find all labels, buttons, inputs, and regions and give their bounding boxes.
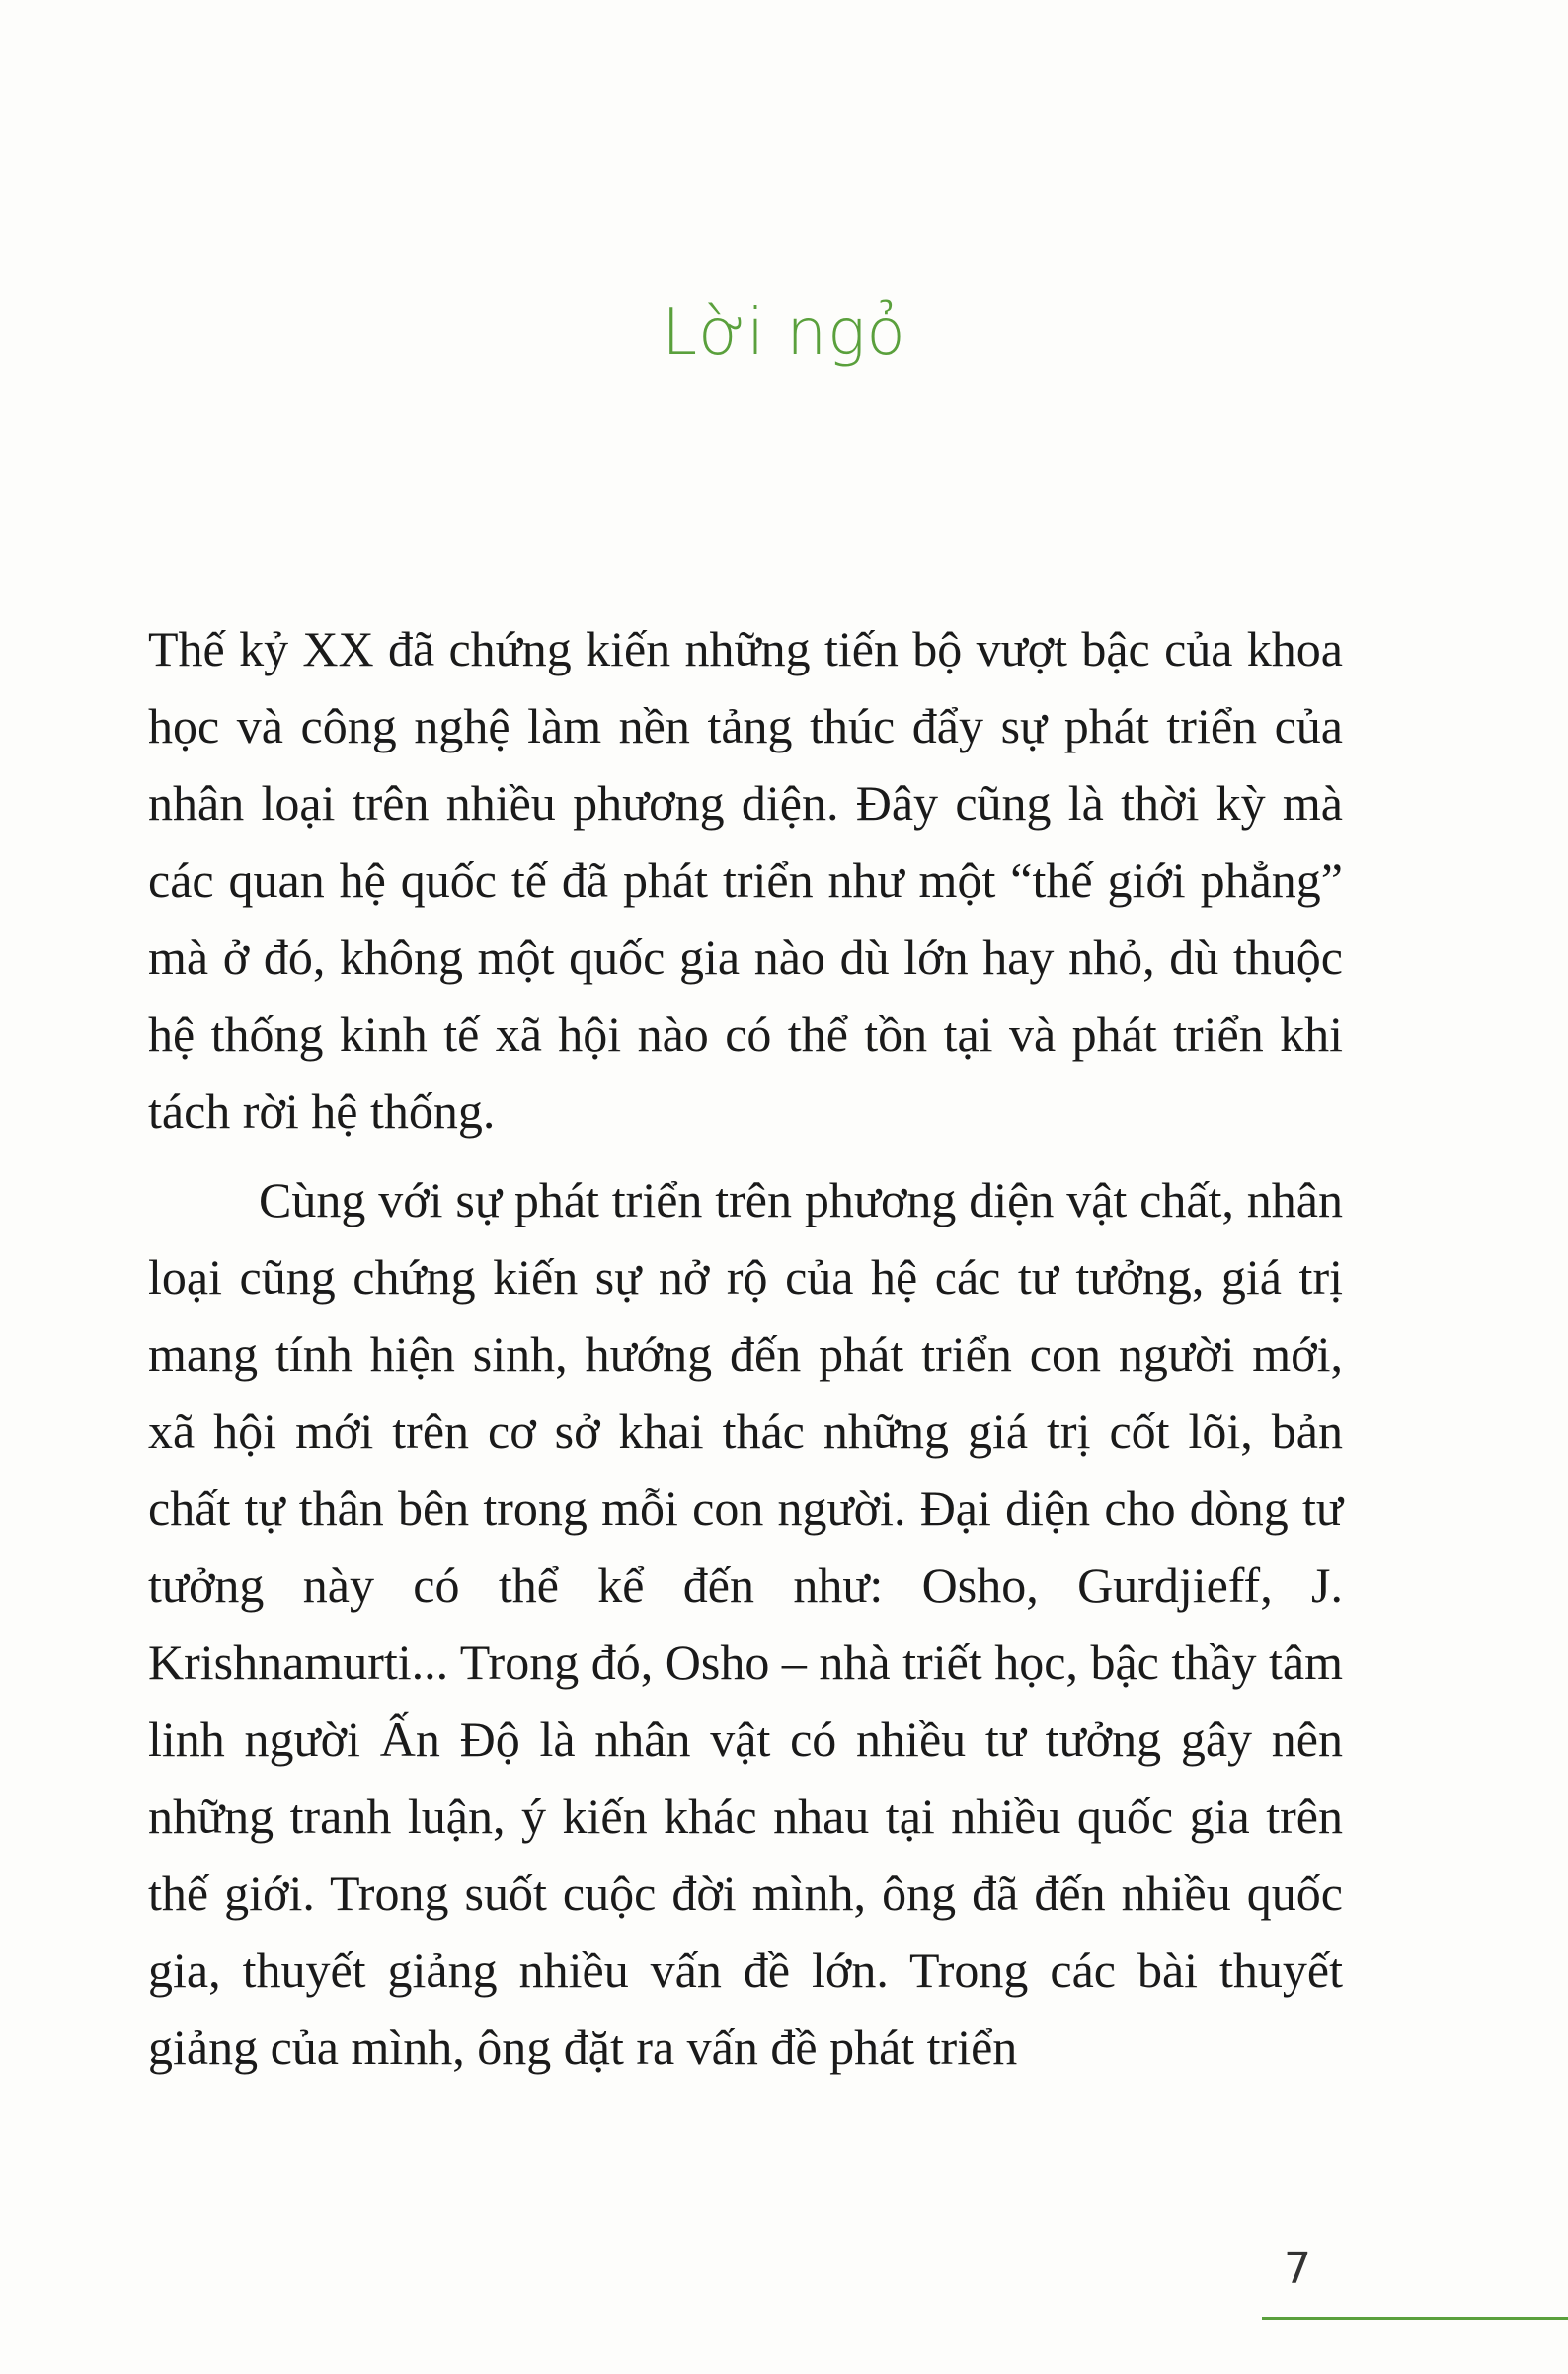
body-text xyxy=(148,610,1343,2086)
paragraph-1: Thế kỷ XX đã chứng kiến những tiến bộ vượt bậc của khoa học và công nghệ làm nền tảng thúc đẩy sự phát triển của nhân loại trên nhiều phương diện. Đây cũng là thời kỳ mà các quan hệ quốc tế đã phát triển như một “thế giới phẳng” mà ở đó, không một quốc gia nào dù lớn hay nhỏ, dù thuộc hệ thống kinh tế xã hội nào có thể tồn tại và phát triển khi tách rời hệ thống. xyxy=(148,621,1343,1139)
paragraph-2: Cùng với sự phát triển trên phương diện vật chất, nhân loại cũng chứng kiến sự nở rộ của hệ các tư tưởng, giá trị mang tính hiện sinh, hướng đến phát triển con người mới, xã hội mới trên cơ sở khai thác những giá trị cốt lõi, bản chất tự thân bên trong mỗi con người. Đại diện cho dòng tư tưởng này có thể kể đến như: Osho, Gurdjieff, J. Krishnamurti... Trong đó, Osho – nhà triết học, bậc thầy tâm linh người Ấn Độ là nhân vật có nhiều tư tưởng gây nên những tranh luận, ý kiến khác nhau tại nhiều quốc gia trên thế giới. Trong suốt cuộc đời mình, ông đã đến nhiều quốc gia, thuyết giảng nhiều vấn đề lớn. Trong các bài thuyết giảng của mình, ông đặt ra vấn đề phát triển xyxy=(148,1172,1343,2075)
chapter-title: Lời ngỏ xyxy=(662,296,906,369)
footer-rule xyxy=(1262,2317,1568,2320)
page-number: 7 xyxy=(1284,2244,1311,2294)
